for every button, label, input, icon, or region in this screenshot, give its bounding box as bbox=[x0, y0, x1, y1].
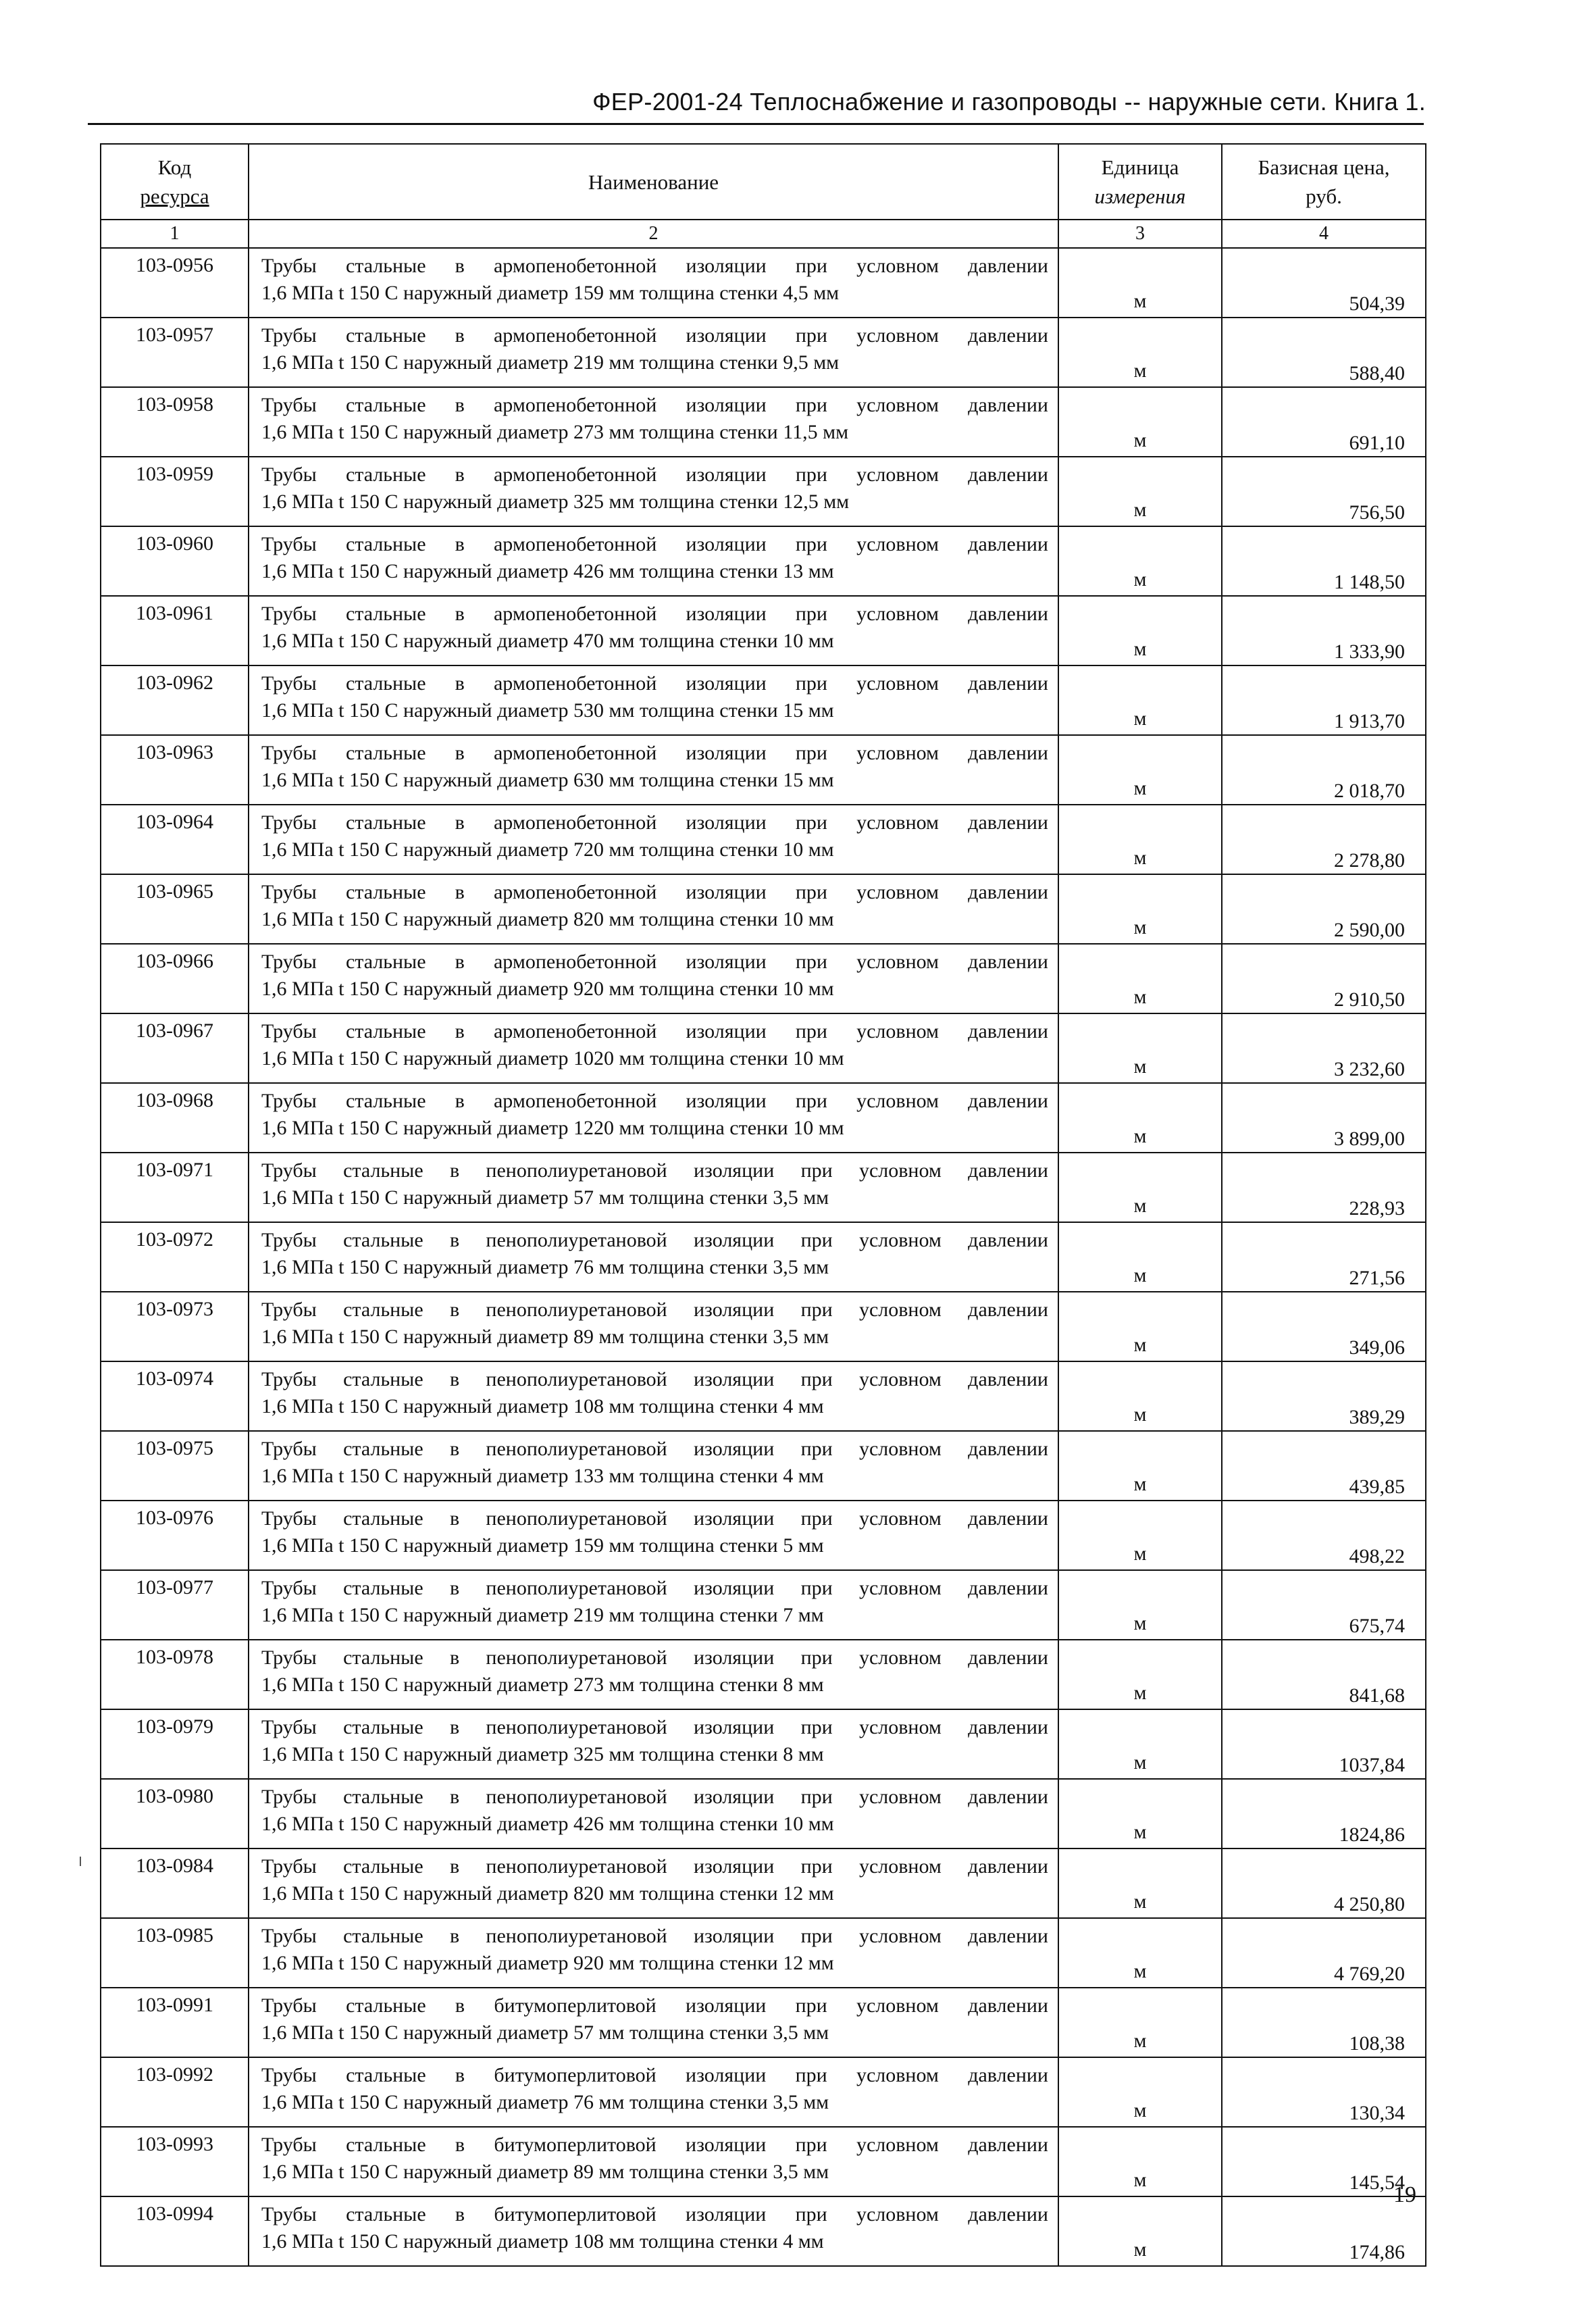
resource-name-line2: 1,6 МПа t 150 С наружный диаметр 133 мм толщина стенки 4 мм bbox=[261, 1465, 824, 1487]
header-rule bbox=[88, 123, 1424, 125]
resource-name-cell bbox=[249, 2196, 1058, 2266]
price-cell: 1037,84 bbox=[1222, 1709, 1426, 1779]
resource-name-cell bbox=[249, 1501, 1058, 1570]
resource-name-cell bbox=[249, 1431, 1058, 1501]
table-row bbox=[101, 2196, 1426, 2266]
price-cell: 271,56 bbox=[1222, 1222, 1426, 1292]
margin-mark bbox=[80, 1857, 81, 1866]
resource-code-cell: 103-0961 bbox=[101, 596, 249, 665]
resource-name-cell bbox=[249, 1918, 1058, 1988]
resource-code-cell: 103-0960 bbox=[101, 526, 249, 596]
resource-code-cell: 103-0968 bbox=[101, 1083, 249, 1153]
resource-name-line1: Трубы стальные в пенополиуретановой изоляции при условном давлении bbox=[261, 1786, 1048, 1808]
table-row bbox=[101, 1083, 1426, 1153]
resource-name-cell bbox=[249, 596, 1058, 665]
unit-cell: м bbox=[1058, 944, 1222, 1013]
resource-name-line2: 1,6 МПа t 150 С наружный диаметр 219 мм толщина стенки 7 мм bbox=[261, 1604, 824, 1626]
resource-code-cell: 103-0977 bbox=[101, 1570, 249, 1640]
table-row bbox=[101, 596, 1426, 665]
price-cell: 498,22 bbox=[1222, 1501, 1426, 1570]
resource-name-cell bbox=[249, 1222, 1058, 1292]
resource-name-line1: Трубы стальные в армопенобетонной изоляции при условном давлении bbox=[261, 394, 1048, 416]
price-cell: 1 333,90 bbox=[1222, 596, 1426, 665]
column-header-code-line1: Код bbox=[157, 155, 192, 179]
unit-cell: м bbox=[1058, 665, 1222, 735]
resource-code-cell: 103-0984 bbox=[101, 1848, 249, 1918]
resource-name-line2: 1,6 МПа t 150 С наружный диаметр 108 мм толщина стенки 4 мм bbox=[261, 1395, 824, 1417]
price-cell: 1 148,50 bbox=[1222, 526, 1426, 596]
resource-name-line2: 1,6 МПа t 150 С наружный диаметр 57 мм толщина стенки 3,5 мм bbox=[261, 1186, 829, 1209]
table-row bbox=[101, 1361, 1426, 1431]
resource-name-cell bbox=[249, 248, 1058, 318]
resource-name-line1: Трубы стальные в пенополиуретановой изоляции при условном давлении bbox=[261, 1507, 1048, 1530]
resource-name-line2: 1,6 МПа t 150 С наружный диаметр 820 мм толщина стенки 12 мм bbox=[261, 1882, 834, 1905]
resource-name-line2: 1,6 МПа t 150 С наружный диаметр 219 мм толщина стенки 9,5 мм bbox=[261, 351, 840, 374]
resource-code-cell: 103-0957 bbox=[101, 318, 249, 387]
column-header-unit-line2: измерения bbox=[1094, 184, 1186, 208]
column-number-4: 4 bbox=[1222, 220, 1426, 248]
resource-name-line1: Трубы стальные в армопенобетонной изоляции при условном давлении bbox=[261, 742, 1048, 764]
table-row bbox=[101, 457, 1426, 526]
price-cell: 2 910,50 bbox=[1222, 944, 1426, 1013]
unit-cell: м bbox=[1058, 1361, 1222, 1431]
resource-name-line2: 1,6 МПа t 150 С наружный диаметр 426 мм толщина стенки 13 мм bbox=[261, 560, 834, 582]
resource-name-cell bbox=[249, 874, 1058, 944]
resource-name-cell bbox=[249, 805, 1058, 874]
table-row bbox=[101, 1570, 1426, 1640]
table-row bbox=[101, 1153, 1426, 1222]
column-number-1: 1 bbox=[101, 220, 249, 248]
resource-name-cell bbox=[249, 1083, 1058, 1153]
unit-cell: м bbox=[1058, 2057, 1222, 2127]
price-cell: 389,29 bbox=[1222, 1361, 1426, 1431]
resource-name-cell bbox=[249, 944, 1058, 1013]
unit-cell: м bbox=[1058, 1640, 1222, 1709]
column-header-unit-line1: Единица bbox=[1101, 155, 1179, 179]
resource-name-line1: Трубы стальные в битумоперлитовой изоляции при условном давлении bbox=[261, 2134, 1048, 2156]
resource-code-cell: 103-0973 bbox=[101, 1292, 249, 1361]
table-row bbox=[101, 735, 1426, 805]
table-row bbox=[101, 1848, 1426, 1918]
resource-name-line1: Трубы стальные в армопенобетонной изоляции при условном давлении bbox=[261, 255, 1048, 277]
unit-cell: м bbox=[1058, 2196, 1222, 2266]
resource-name-cell bbox=[249, 1292, 1058, 1361]
unit-cell: м bbox=[1058, 318, 1222, 387]
resource-name-cell bbox=[249, 1779, 1058, 1848]
table-row bbox=[101, 1292, 1426, 1361]
resource-code-cell: 103-0966 bbox=[101, 944, 249, 1013]
unit-cell: м bbox=[1058, 457, 1222, 526]
price-cell: 691,10 bbox=[1222, 387, 1426, 457]
resource-name-line2: 1,6 МПа t 150 С наружный диаметр 720 мм толщина стенки 10 мм bbox=[261, 838, 834, 861]
resource-name-line1: Трубы стальные в пенополиуретановой изоляции при условном давлении bbox=[261, 1577, 1048, 1599]
table-body bbox=[101, 248, 1426, 2266]
table-row bbox=[101, 1709, 1426, 1779]
resource-code-cell: 103-0967 bbox=[101, 1013, 249, 1083]
price-cell: 174,86 bbox=[1222, 2196, 1426, 2266]
resource-name-line2: 1,6 МПа t 150 С наружный диаметр 273 мм толщина стенки 11,5 мм bbox=[261, 421, 849, 443]
resource-name-line1: Трубы стальные в пенополиуретановой изоляции при условном давлении bbox=[261, 1716, 1048, 1738]
column-number-2: 2 bbox=[249, 220, 1058, 248]
column-header-unit bbox=[1058, 144, 1222, 220]
resource-code-cell: 103-0972 bbox=[101, 1222, 249, 1292]
resource-name-cell bbox=[249, 1848, 1058, 1918]
table-row bbox=[101, 248, 1426, 318]
resource-name-line2: 1,6 МПа t 150 С наружный диаметр 108 мм толщина стенки 4 мм bbox=[261, 2230, 824, 2253]
resource-name-line1: Трубы стальные в армопенобетонной изоляции при условном давлении bbox=[261, 672, 1048, 695]
resource-code-cell: 103-0965 bbox=[101, 874, 249, 944]
resource-name-line1: Трубы стальные в битумоперлитовой изоляции при условном давлении bbox=[261, 2203, 1048, 2225]
resource-name-cell bbox=[249, 2057, 1058, 2127]
price-cell: 588,40 bbox=[1222, 318, 1426, 387]
resource-name-line2: 1,6 МПа t 150 С наружный диаметр 159 мм толщина стенки 4,5 мм bbox=[261, 282, 840, 304]
price-cell: 4 769,20 bbox=[1222, 1918, 1426, 1988]
resource-name-line1: Трубы стальные в армопенобетонной изоляции при условном давлении bbox=[261, 463, 1048, 486]
unit-cell: м bbox=[1058, 1222, 1222, 1292]
resource-name-line2: 1,6 МПа t 150 С наружный диаметр 57 мм толщина стенки 3,5 мм bbox=[261, 2021, 829, 2044]
resource-code-cell: 103-0978 bbox=[101, 1640, 249, 1709]
page-header-title: ФЕР-2001-24 Теплоснабжение и газопроводы -- наружные сети. Книга 1. bbox=[592, 88, 1426, 116]
unit-cell: м bbox=[1058, 1153, 1222, 1222]
unit-cell: м bbox=[1058, 387, 1222, 457]
column-header-price-line1: Базисная цена, bbox=[1258, 155, 1390, 179]
price-cell: 3 899,00 bbox=[1222, 1083, 1426, 1153]
table-row bbox=[101, 1431, 1426, 1501]
resource-name-line2: 1,6 МПа t 150 С наружный диаметр 273 мм толщина стенки 8 мм bbox=[261, 1674, 824, 1696]
resource-name-line2: 1,6 МПа t 150 С наружный диаметр 325 мм толщина стенки 8 мм bbox=[261, 1743, 824, 1765]
column-number-row bbox=[101, 220, 1426, 248]
table-row bbox=[101, 1988, 1426, 2057]
table-row bbox=[101, 318, 1426, 387]
page-number: 19 bbox=[1393, 2182, 1416, 2207]
resource-code-cell: 103-0959 bbox=[101, 457, 249, 526]
table-row bbox=[101, 1013, 1426, 1083]
resource-code-cell: 103-0993 bbox=[101, 2127, 249, 2196]
price-cell: 349,06 bbox=[1222, 1292, 1426, 1361]
resource-code-cell: 103-0992 bbox=[101, 2057, 249, 2127]
resource-name-line1: Трубы стальные в битумоперлитовой изоляции при условном давлении bbox=[261, 2064, 1048, 2086]
unit-cell: м bbox=[1058, 1779, 1222, 1848]
column-header-code bbox=[101, 144, 249, 220]
resource-name-line2: 1,6 МПа t 150 С наружный диаметр 920 мм толщина стенки 10 мм bbox=[261, 978, 834, 1000]
unit-cell: м bbox=[1058, 526, 1222, 596]
table-row bbox=[101, 1640, 1426, 1709]
resource-code-cell: 103-0980 bbox=[101, 1779, 249, 1848]
column-number-3: 3 bbox=[1058, 220, 1222, 248]
column-header-name: Наименование bbox=[249, 144, 1058, 220]
resource-name-line1: Трубы стальные в пенополиуретановой изоляции при условном давлении bbox=[261, 1855, 1048, 1878]
unit-cell: м bbox=[1058, 1431, 1222, 1501]
resource-name-line1: Трубы стальные в армопенобетонной изоляции при условном давлении bbox=[261, 951, 1048, 973]
resource-name-line2: 1,6 МПа t 150 С наружный диаметр 76 мм толщина стенки 3,5 мм bbox=[261, 2091, 829, 2113]
unit-cell: м bbox=[1058, 248, 1222, 318]
table-row bbox=[101, 2057, 1426, 2127]
resource-name-line1: Трубы стальные в пенополиуретановой изоляции при условном давлении bbox=[261, 1646, 1048, 1669]
resource-name-line1: Трубы стальные в армопенобетонной изоляции при условном давлении bbox=[261, 533, 1048, 555]
resource-code-cell: 103-0974 bbox=[101, 1361, 249, 1431]
resource-name-line2: 1,6 МПа t 150 С наружный диаметр 1220 мм толщина стенки 10 мм bbox=[261, 1117, 844, 1139]
unit-cell: м bbox=[1058, 1918, 1222, 1988]
resource-name-line2: 1,6 МПа t 150 С наружный диаметр 920 мм толщина стенки 12 мм bbox=[261, 1952, 834, 1974]
resource-code-cell: 103-0971 bbox=[101, 1153, 249, 1222]
resource-code-cell: 103-0976 bbox=[101, 1501, 249, 1570]
resource-code-cell: 103-0985 bbox=[101, 1918, 249, 1988]
resource-name-cell bbox=[249, 1361, 1058, 1431]
resource-name-cell bbox=[249, 1640, 1058, 1709]
resource-code-cell: 103-0958 bbox=[101, 387, 249, 457]
table-row bbox=[101, 387, 1426, 457]
resource-name-cell bbox=[249, 665, 1058, 735]
resource-name-line1: Трубы стальные в пенополиуретановой изоляции при условном давлении bbox=[261, 1368, 1048, 1390]
unit-cell: м bbox=[1058, 1848, 1222, 1918]
unit-cell: м bbox=[1058, 805, 1222, 874]
resource-name-line1: Трубы стальные в армопенобетонной изоляции при условном давлении bbox=[261, 1020, 1048, 1042]
table-row bbox=[101, 1222, 1426, 1292]
resource-name-cell bbox=[249, 2127, 1058, 2196]
resource-name-cell bbox=[249, 526, 1058, 596]
resource-name-line1: Трубы стальные в пенополиуретановой изоляции при условном давлении bbox=[261, 1159, 1048, 1182]
column-header-price bbox=[1222, 144, 1426, 220]
price-cell: 1824,86 bbox=[1222, 1779, 1426, 1848]
price-cell: 2 590,00 bbox=[1222, 874, 1426, 944]
resource-code-cell: 103-0956 bbox=[101, 248, 249, 318]
table-row bbox=[101, 2127, 1426, 2196]
unit-cell: м bbox=[1058, 1709, 1222, 1779]
resource-code-cell: 103-0991 bbox=[101, 1988, 249, 2057]
table-row bbox=[101, 874, 1426, 944]
resource-name-line1: Трубы стальные в армопенобетонной изоляции при условном давлении bbox=[261, 811, 1048, 834]
resource-name-cell bbox=[249, 318, 1058, 387]
price-cell: 108,38 bbox=[1222, 1988, 1426, 2057]
price-cell: 145,54 bbox=[1222, 2127, 1426, 2196]
resource-name-line2: 1,6 МПа t 150 С наружный диаметр 89 мм толщина стенки 3,5 мм bbox=[261, 2161, 829, 2183]
table-header-row bbox=[101, 144, 1426, 220]
resource-name-cell bbox=[249, 1153, 1058, 1222]
price-cell: 841,68 bbox=[1222, 1640, 1426, 1709]
unit-cell: м bbox=[1058, 596, 1222, 665]
table-row bbox=[101, 526, 1426, 596]
resource-name-line1: Трубы стальные в армопенобетонной изоляции при условном давлении bbox=[261, 324, 1048, 347]
price-cell: 675,74 bbox=[1222, 1570, 1426, 1640]
resource-name-cell bbox=[249, 457, 1058, 526]
resource-name-line2: 1,6 МПа t 150 С наружный диаметр 159 мм толщина стенки 5 мм bbox=[261, 1534, 824, 1557]
resource-name-line2: 1,6 МПа t 150 С наружный диаметр 426 мм толщина стенки 10 мм bbox=[261, 1813, 834, 1835]
resource-name-line1: Трубы стальные в битумоперлитовой изоляции при условном давлении bbox=[261, 1994, 1048, 2017]
price-cell: 4 250,80 bbox=[1222, 1848, 1426, 1918]
price-cell: 130,34 bbox=[1222, 2057, 1426, 2127]
price-cell: 3 232,60 bbox=[1222, 1013, 1426, 1083]
price-cell: 439,85 bbox=[1222, 1431, 1426, 1501]
resource-name-line2: 1,6 МПа t 150 С наружный диаметр 820 мм толщина стенки 10 мм bbox=[261, 908, 834, 930]
resource-name-line1: Трубы стальные в армопенобетонной изоляции при условном давлении bbox=[261, 603, 1048, 625]
resource-name-line2: 1,6 МПа t 150 С наружный диаметр 470 мм толщина стенки 10 мм bbox=[261, 630, 834, 652]
resource-code-cell: 103-0975 bbox=[101, 1431, 249, 1501]
unit-cell: м bbox=[1058, 874, 1222, 944]
table-row bbox=[101, 665, 1426, 735]
table-row bbox=[101, 805, 1426, 874]
resource-name-line2: 1,6 МПа t 150 С наружный диаметр 630 мм толщина стенки 15 мм bbox=[261, 769, 834, 791]
table-row bbox=[101, 1779, 1426, 1848]
resource-code-cell: 103-0964 bbox=[101, 805, 249, 874]
table-row bbox=[101, 1918, 1426, 1988]
unit-cell: м bbox=[1058, 735, 1222, 805]
resource-name-cell bbox=[249, 735, 1058, 805]
resource-name-cell bbox=[249, 1570, 1058, 1640]
price-cell: 2 278,80 bbox=[1222, 805, 1426, 874]
unit-cell: м bbox=[1058, 1292, 1222, 1361]
resource-name-cell bbox=[249, 1988, 1058, 2057]
column-header-code-line2: ресурса bbox=[140, 184, 209, 208]
resource-name-cell bbox=[249, 1013, 1058, 1083]
price-cell: 756,50 bbox=[1222, 457, 1426, 526]
resource-name-line1: Трубы стальные в армопенобетонной изоляции при условном давлении bbox=[261, 881, 1048, 903]
price-cell: 2 018,70 bbox=[1222, 735, 1426, 805]
unit-cell: м bbox=[1058, 1013, 1222, 1083]
resource-name-line2: 1,6 МПа t 150 С наружный диаметр 1020 мм толщина стенки 10 мм bbox=[261, 1047, 844, 1070]
resource-name-line2: 1,6 МПа t 150 С наружный диаметр 89 мм толщина стенки 3,5 мм bbox=[261, 1326, 829, 1348]
unit-cell: м bbox=[1058, 1083, 1222, 1153]
resource-code-cell: 103-0979 bbox=[101, 1709, 249, 1779]
resource-price-table bbox=[100, 143, 1426, 2267]
unit-cell: м bbox=[1058, 1501, 1222, 1570]
price-cell: 504,39 bbox=[1222, 248, 1426, 318]
resource-name-line1: Трубы стальные в пенополиуретановой изоляции при условном давлении bbox=[261, 1438, 1048, 1460]
resource-name-line1: Трубы стальные в пенополиуретановой изоляции при условном давлении bbox=[261, 1299, 1048, 1321]
resource-code-cell: 103-0962 bbox=[101, 665, 249, 735]
resource-name-cell bbox=[249, 387, 1058, 457]
price-cell: 228,93 bbox=[1222, 1153, 1426, 1222]
resource-name-line2: 1,6 МПа t 150 С наружный диаметр 76 мм толщина стенки 3,5 мм bbox=[261, 1256, 829, 1278]
column-header-price-line2: руб. bbox=[1306, 184, 1342, 208]
resource-code-cell: 103-0963 bbox=[101, 735, 249, 805]
unit-cell: м bbox=[1058, 1570, 1222, 1640]
unit-cell: м bbox=[1058, 1988, 1222, 2057]
resource-name-line1: Трубы стальные в пенополиуретановой изоляции при условном давлении bbox=[261, 1229, 1048, 1251]
resource-name-line1: Трубы стальные в пенополиуретановой изоляции при условном давлении bbox=[261, 1925, 1048, 1947]
table-row bbox=[101, 1501, 1426, 1570]
resource-name-line2: 1,6 МПа t 150 С наружный диаметр 325 мм толщина стенки 12,5 мм bbox=[261, 491, 850, 513]
price-cell: 1 913,70 bbox=[1222, 665, 1426, 735]
unit-cell: м bbox=[1058, 2127, 1222, 2196]
resource-name-cell bbox=[249, 1709, 1058, 1779]
resource-name-line1: Трубы стальные в армопенобетонной изоляции при условном давлении bbox=[261, 1090, 1048, 1112]
table-row bbox=[101, 944, 1426, 1013]
resource-name-line2: 1,6 МПа t 150 С наружный диаметр 530 мм толщина стенки 15 мм bbox=[261, 699, 834, 722]
resource-code-cell: 103-0994 bbox=[101, 2196, 249, 2266]
